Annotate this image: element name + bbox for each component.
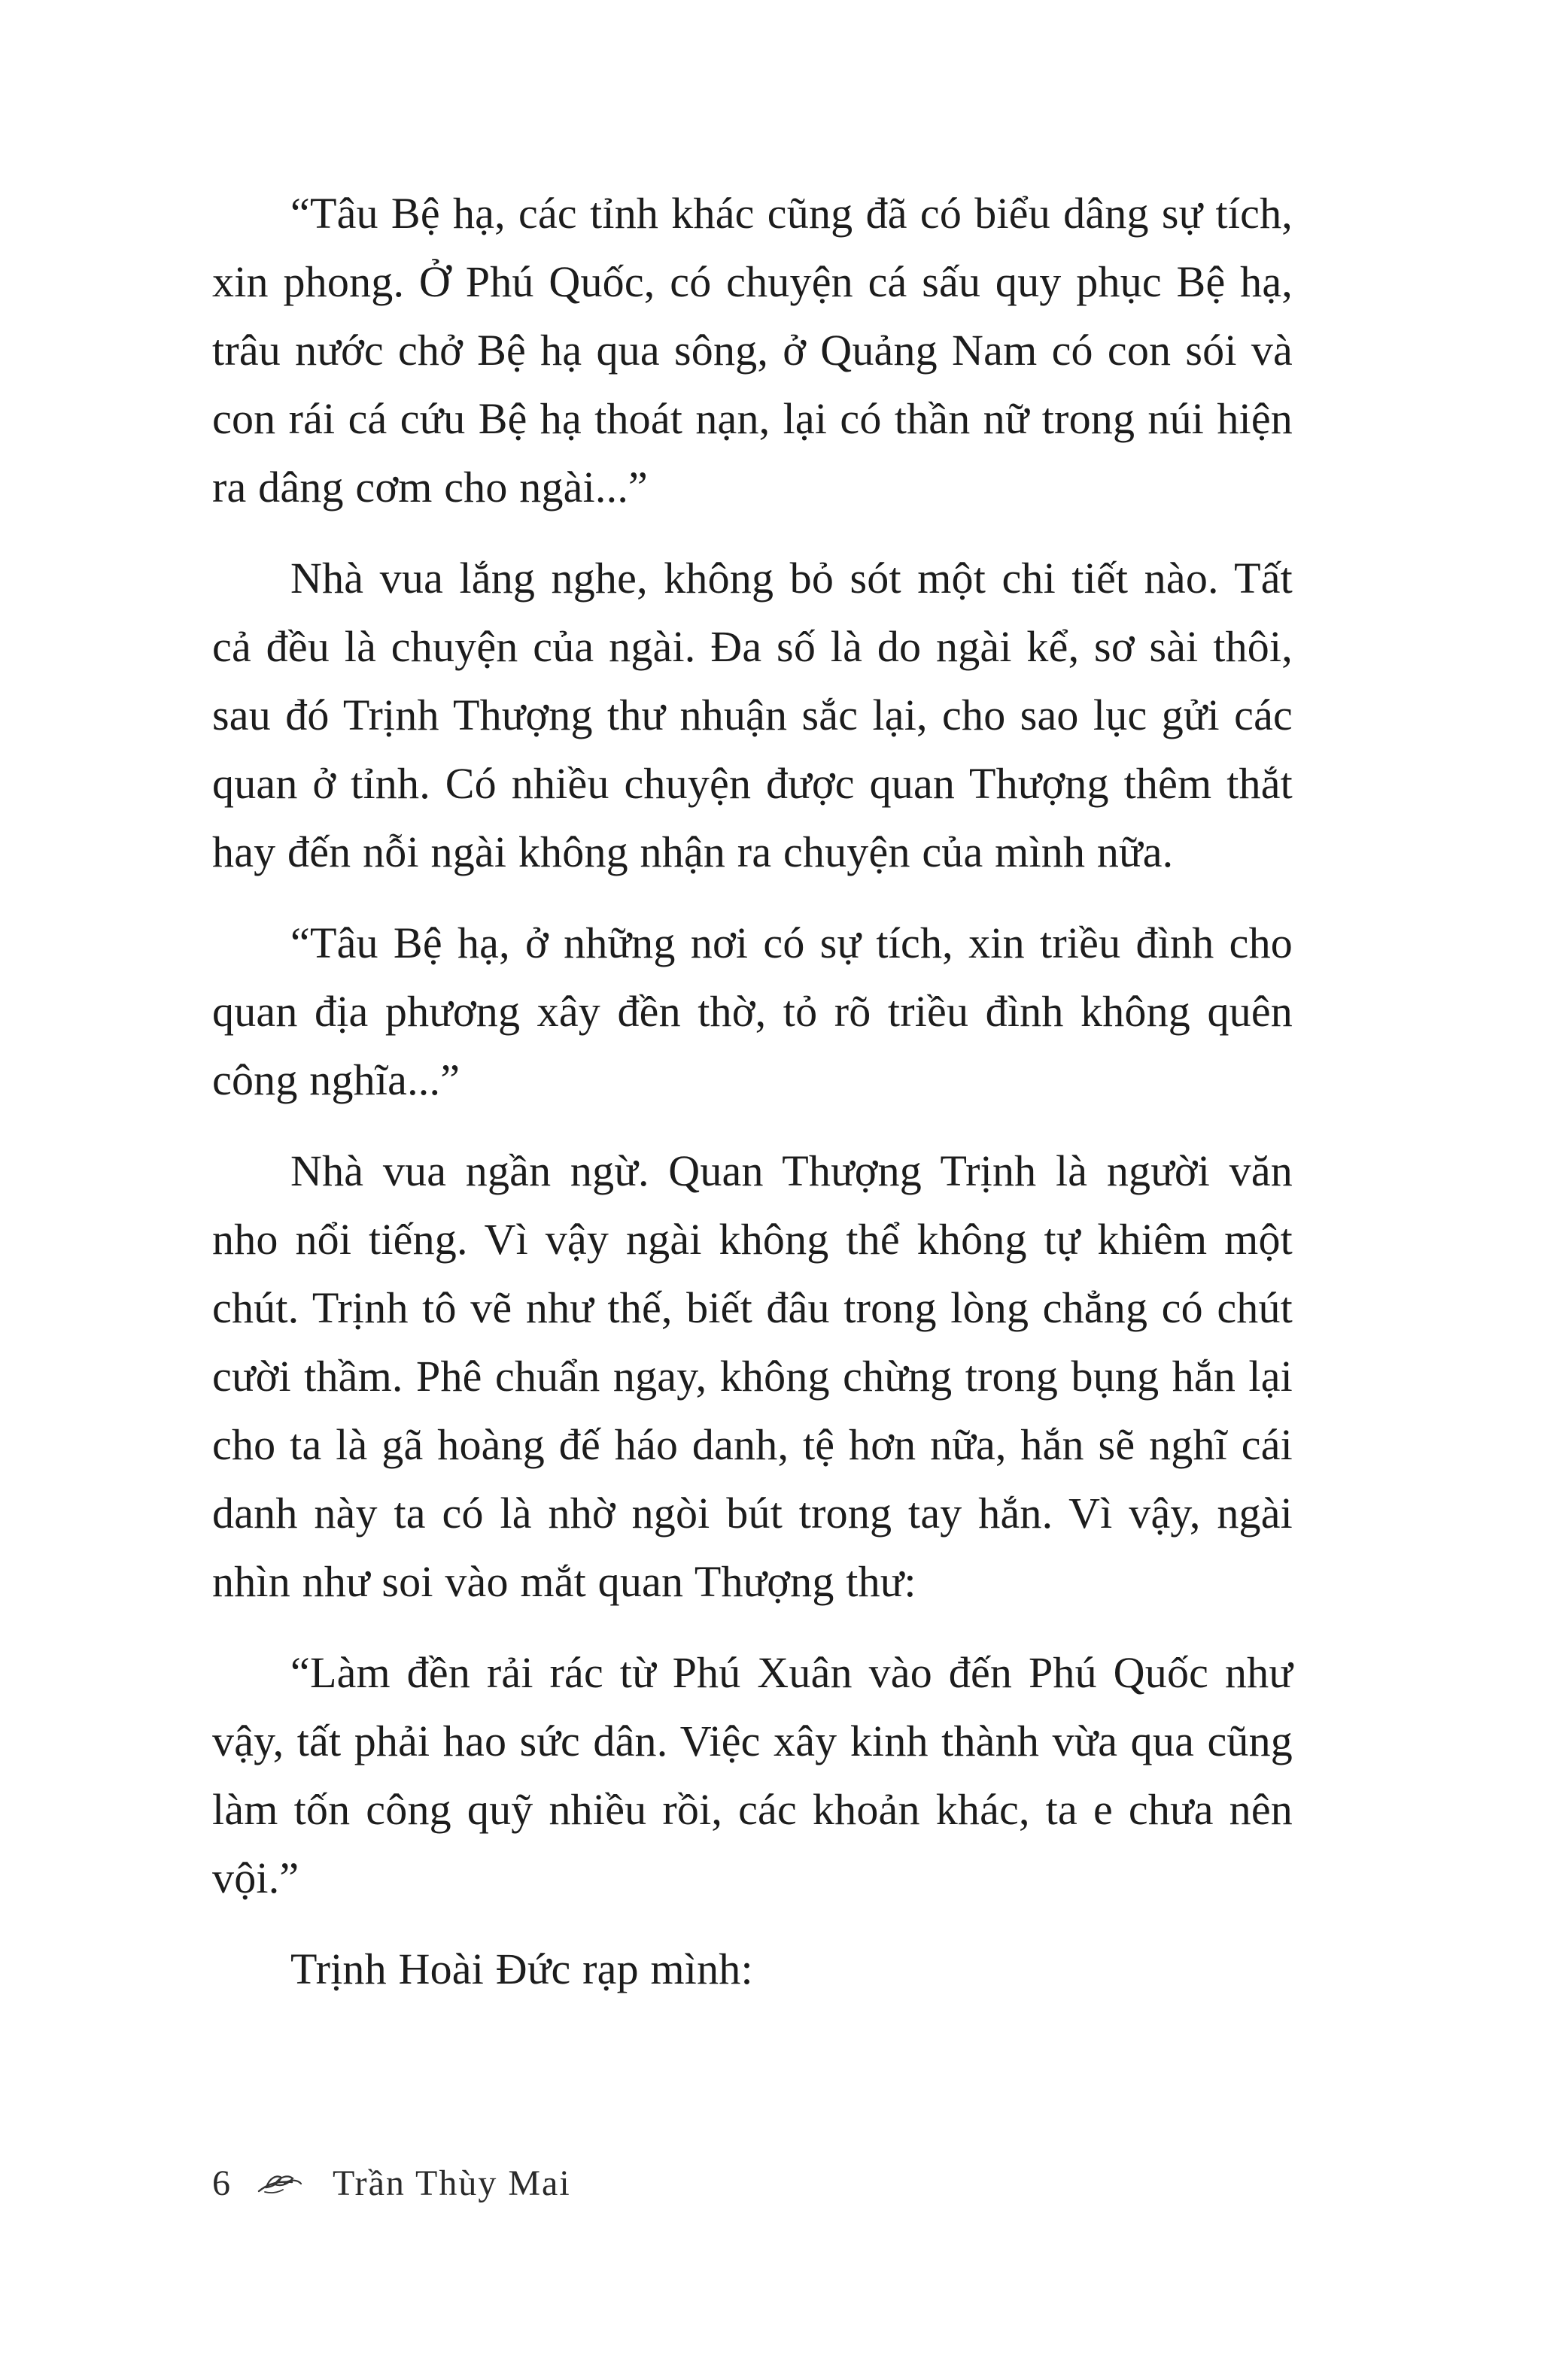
paragraph-3: “Tâu Bệ hạ, ở những nơi có sự tích, xin triều đình cho quan địa phương xây đền thờ, tỏ rõ triều đình không quên công nghĩa...” — [212, 918, 1293, 1104]
paragraph-1: “Tâu Bệ hạ, các tỉnh khác cũng đã có biểu dâng sự tích, xin phong. Ở Phú Quốc, có chuyện cá sấu quy phục Bệ hạ, trâu nước chở Bệ hạ qua sông, ở Quảng Nam có con sói và con rái cá cứu Bệ hạ thoát nạn, lại có thần nữ trong núi hiện ra dâng cơm cho ngài...” — [212, 189, 1293, 512]
page-number: 6 — [212, 2163, 230, 2203]
paragraph-5: “Làm đền rải rác từ Phú Xuân vào đến Phú Quốc như vậy, tất phải hao sức dân. Việc xây kinh thành vừa qua cũng làm tốn công quỹ nhiều rồi, các khoản khác, ta e chưa nên vội.” — [212, 1648, 1293, 1902]
paragraph-2: Nhà vua lắng nghe, không bỏ sót một chi tiết nào. Tất cả đều là chuyện của ngài. Đa số là do ngài kể, sơ sài thôi, sau đó Trịnh Thượng thư nhuận sắc lại, cho sao lục gửi các quan ở tỉnh. Có nhiều chuyện được quan Thượng thêm thắt hay đến nỗi ngài không nhận ra chuyện của mình nữa. — [212, 554, 1293, 876]
page-footer — [212, 2157, 571, 2210]
leaf-ornament-icon — [256, 2170, 304, 2197]
body-text — [212, 179, 1293, 2026]
paragraph-6: Trịnh Hoài Đức rạp mình: — [290, 1944, 753, 1993]
paragraph-4: Nhà vua ngần ngừ. Quan Thượng Trịnh là người văn nho nổi tiếng. Vì vậy ngài không thể không tự khiêm một chút. Trịnh tô vẽ như thế, biết đâu trong lòng chẳng có chút cười thầm. Phê chuẩn ngay, không chừng trong bụng hắn lại cho ta là gã hoàng đế háo danh, tệ hơn nữa, hắn sẽ nghĩ cái danh này ta có là nhờ ngòi bút trong tay hắn. Vì vậy, ngài nhìn như soi vào mắt quan Thượng thư: — [212, 1146, 1293, 1606]
author-name: Trần Thùy Mai — [333, 2163, 571, 2203]
